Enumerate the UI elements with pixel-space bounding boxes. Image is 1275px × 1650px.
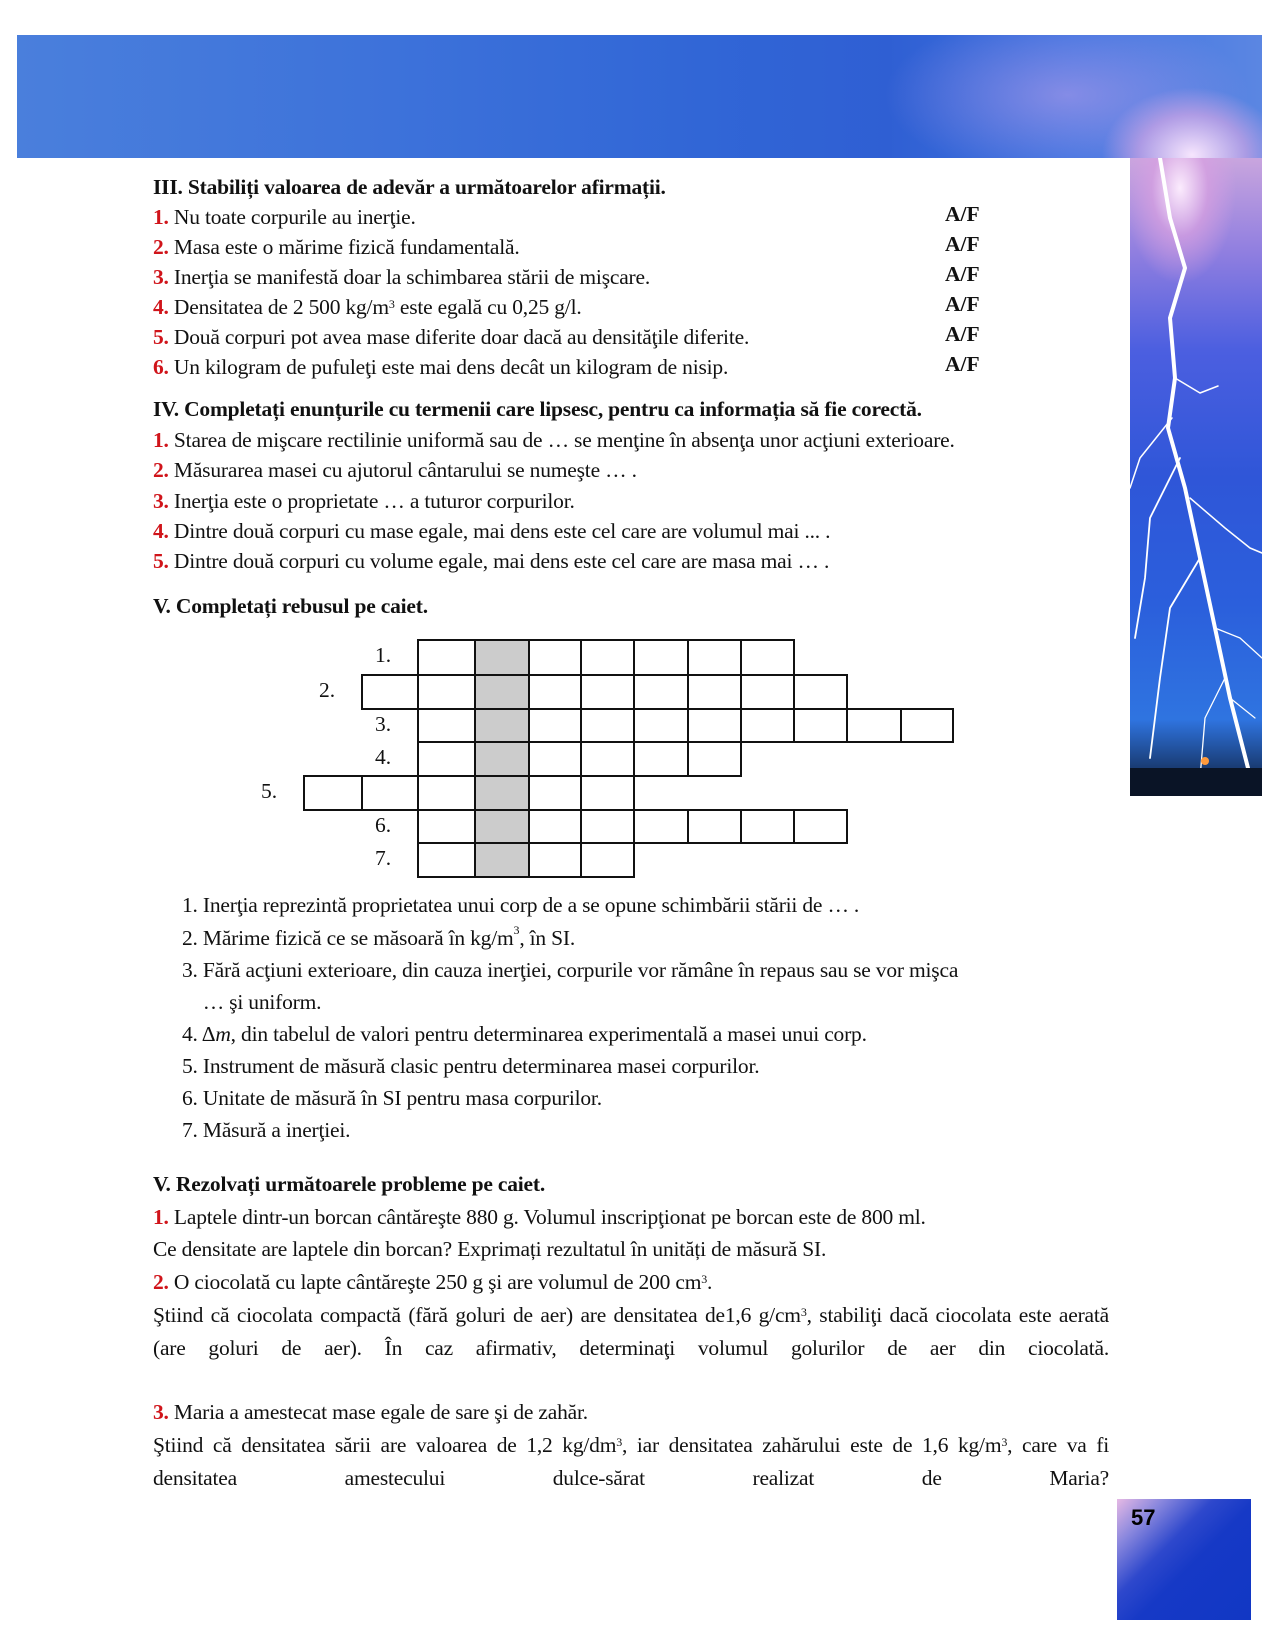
- crossword-key-cell[interactable]: [474, 708, 530, 743]
- problem-text: Maria a amestecat mase egale de sare şi de zahăr.: [173, 1400, 588, 1424]
- clue-item: 6. Unitate de măsură în SI pentru masa corpurilor.: [182, 1086, 602, 1110]
- page-number-box: [1117, 1499, 1251, 1620]
- clue-text-italic: m: [215, 1022, 231, 1046]
- list-item: [153, 202, 416, 232]
- item-text: Masa este o mărime fizică fundamentală.: [173, 235, 520, 259]
- item-number: 1.: [153, 428, 169, 452]
- list-item: [153, 455, 637, 485]
- clue-text: , din tabelul de valori pentru determinarea experimentală a masei unui corp.: [230, 1022, 867, 1046]
- problem-text: Laptele dintr-un borcan cântăreşte 880 g. Volumul inscripţionat pe borcan este de 800 ml.: [173, 1205, 926, 1229]
- list-item: [153, 322, 749, 352]
- crossword-row-label: 7.: [375, 846, 392, 870]
- true-false-label: A/F: [945, 202, 980, 226]
- crossword-cell[interactable]: [740, 674, 795, 710]
- item-text: Inerţia este o proprietate … a tuturor corpurilor.: [173, 489, 575, 513]
- item-text: Nu toate corpurile au inerţie.: [173, 205, 416, 229]
- crossword-key-cell[interactable]: [474, 741, 530, 777]
- crossword-cell[interactable]: [528, 741, 582, 777]
- crossword-row-label: 4.: [375, 745, 392, 769]
- true-false-label: A/F: [945, 322, 980, 346]
- item-number: 6.: [153, 355, 169, 379]
- crossword-cell[interactable]: [580, 674, 635, 710]
- superscript: 3: [616, 1435, 623, 1449]
- superscript: 3: [513, 923, 520, 937]
- clue-item-continuation: … şi uniform.: [182, 990, 322, 1014]
- item-number: 2.: [153, 1270, 169, 1294]
- crossword-row-label: 5.: [261, 779, 278, 803]
- section-5-title: V. Completați rebusul pe caiet.: [153, 594, 428, 618]
- crossword-key-cell[interactable]: [474, 842, 530, 878]
- crossword-cell[interactable]: [687, 639, 742, 676]
- crossword-cell[interactable]: [633, 741, 689, 777]
- item-number: 5.: [153, 325, 169, 349]
- clue-item: 7. Măsură a inerţiei.: [182, 1118, 351, 1142]
- item-text: Dintre două corpuri cu volume egale, mai dens este cel care are masa mai … .: [173, 549, 830, 573]
- true-false-label: A/F: [945, 292, 980, 316]
- problem-text-line: Ce densitate are laptele din borcan? Exprimați rezultatul în unități de măsură SI.: [153, 1237, 827, 1261]
- list-item: [153, 546, 829, 576]
- crossword-cell[interactable]: [580, 809, 635, 844]
- item-number: 2.: [153, 235, 169, 259]
- crossword-cell[interactable]: [580, 842, 635, 878]
- page-number: 57: [1131, 1505, 1156, 1530]
- crossword-row-label: 6.: [375, 813, 392, 837]
- crossword-key-cell[interactable]: [474, 674, 530, 710]
- clue-item: 3. Fără acţiuni exterioare, din cauza inerţiei, corpurile vor rămâne în repaus sau se vor mişca: [182, 958, 959, 982]
- crossword-cell[interactable]: [528, 639, 582, 676]
- crossword-cell[interactable]: [687, 809, 742, 844]
- crossword-cell[interactable]: [846, 708, 902, 743]
- problem-text: .: [707, 1270, 713, 1294]
- problem-text: Ştiind că densitatea sării are valoarea de 1,2 kg/dm: [153, 1433, 617, 1457]
- item-number: 3.: [153, 1400, 169, 1424]
- item-text: Densitatea de 2 500 kg/m: [173, 295, 389, 319]
- crossword-row-label: 2.: [319, 678, 336, 702]
- crossword-cell[interactable]: [361, 775, 419, 811]
- crossword-cell[interactable]: [687, 741, 742, 777]
- crossword-cell[interactable]: [417, 708, 476, 743]
- superscript: 3: [388, 297, 395, 311]
- superscript: 3: [701, 1272, 708, 1286]
- crossword-cell[interactable]: [900, 708, 954, 743]
- problem-item: [153, 1397, 588, 1427]
- item-text: Un kilogram de pufuleţi este mai dens decât un kilogram de nisip.: [173, 355, 729, 379]
- crossword-cell[interactable]: [633, 708, 689, 743]
- crossword-key-cell[interactable]: [474, 809, 530, 844]
- crossword-cell[interactable]: [528, 674, 582, 710]
- problem-item: [153, 1267, 712, 1297]
- clue-item: 5. Instrument de măsură clasic pentru determinarea masei corpurilor.: [182, 1054, 760, 1078]
- crossword-cell[interactable]: [580, 775, 635, 811]
- header-banner: [17, 35, 1262, 158]
- crossword-row-label: 3.: [375, 712, 392, 736]
- list-item: [153, 516, 830, 546]
- crossword-key-cell[interactable]: [474, 639, 530, 676]
- crossword-cell[interactable]: [528, 775, 582, 811]
- superscript: 3: [800, 1305, 807, 1319]
- crossword-cell[interactable]: [740, 639, 795, 676]
- item-text: Inerţia se manifestă doar la schimbarea stării de mişcare.: [173, 265, 651, 289]
- crossword-cell[interactable]: [417, 639, 476, 676]
- item-text: Măsurarea masei cu ajutorul cântarului se numeşte … .: [173, 458, 637, 482]
- crossword-cell[interactable]: [793, 708, 848, 743]
- clue-item: [182, 1022, 867, 1047]
- item-text: Dintre două corpuri cu mase egale, mai dens este cel care are volumul mai ... .: [173, 519, 831, 543]
- lightning-bolt-icon: [1130, 158, 1262, 796]
- crossword-cell[interactable]: [687, 674, 742, 710]
- item-number: 1.: [153, 1205, 169, 1229]
- section-4-title: IV. Completați enunțurile cu termenii care lipsesc, pentru ca informația să fie corectă.: [153, 397, 922, 421]
- clue-text: 4. Δ: [182, 1022, 216, 1046]
- crossword-cell[interactable]: [580, 741, 635, 777]
- problem-paragraph: [153, 1429, 1109, 1494]
- problem-text: , care va fi densitatea amestecului dulce-sărat realizat de Maria?: [153, 1433, 1109, 1490]
- true-false-label: A/F: [945, 262, 980, 286]
- problem-text: , iar densitatea zahărului este de 1,6 kg/m: [622, 1433, 1002, 1457]
- clue-text: 2. Mărime fizică ce se măsoară în kg/m: [182, 926, 514, 950]
- crossword-cell[interactable]: [528, 842, 582, 878]
- crossword-cell[interactable]: [740, 708, 795, 743]
- crossword-cell[interactable]: [303, 775, 363, 811]
- lightning-image: [1130, 158, 1262, 796]
- true-false-label: A/F: [945, 232, 980, 256]
- crossword-cell[interactable]: [417, 775, 476, 811]
- item-number: 4.: [153, 295, 169, 319]
- list-item: [153, 262, 650, 292]
- item-text: este egală cu 0,25 g/l.: [394, 295, 582, 319]
- clue-item: [182, 923, 576, 951]
- crossword-cell[interactable]: [580, 708, 635, 743]
- problem-text: , stabiliţi dacă ciocolata este aerată (are goluri de aer). În caz afirmativ, determinaţi volumul golurilor de aer din ciocolată.: [153, 1303, 1109, 1360]
- list-item: [153, 486, 575, 516]
- item-number: 3.: [153, 265, 169, 289]
- crossword-cell[interactable]: [528, 809, 582, 844]
- crossword-cell[interactable]: [633, 639, 689, 676]
- section-6-title: V. Rezolvați următoarele probleme pe caiet.: [153, 1172, 546, 1196]
- list-item: [153, 352, 728, 382]
- item-number: 3.: [153, 489, 169, 513]
- superscript: 3: [1001, 1435, 1008, 1449]
- item-text: Două corpuri pot avea mase diferite doar dacă au densităţile diferite.: [173, 325, 750, 349]
- problem-text: O ciocolată cu lapte cântăreşte 250 g şi are volumul de 200 cm: [173, 1270, 702, 1294]
- list-item: [153, 232, 520, 262]
- item-number: 5.: [153, 549, 169, 573]
- clue-item: 1. Inerţia reprezintă proprietatea unui corp de a se opune schimbării stării de … .: [182, 893, 860, 917]
- problem-text: Ştiind că ciocolata compactă (fără goluri de aer) are densitatea de1,6 g/cm: [153, 1303, 801, 1327]
- crossword-key-cell[interactable]: [474, 775, 530, 811]
- crossword-cell[interactable]: [417, 809, 476, 844]
- crossword-cell[interactable]: [687, 708, 742, 743]
- problem-item: [153, 1202, 926, 1232]
- crossword-cell[interactable]: [528, 708, 582, 743]
- true-false-label: A/F: [945, 352, 980, 376]
- crossword-cell[interactable]: [361, 674, 419, 710]
- crossword-cell[interactable]: [633, 809, 689, 844]
- item-number: 2.: [153, 458, 169, 482]
- crossword-cell[interactable]: [580, 639, 635, 676]
- problem-paragraph: [153, 1299, 1109, 1364]
- crossword-cell[interactable]: [417, 842, 476, 878]
- section-3-title: III. Stabiliți valoarea de adevăr a următoarelor afirmații.: [153, 175, 666, 199]
- crossword-cell[interactable]: [793, 674, 848, 710]
- crossword-row-label: 1.: [375, 643, 392, 667]
- item-text: Starea de mişcare rectilinie uniformă sau de … se menţine în absenţa unor acţiuni exterioare.: [168, 428, 955, 452]
- crossword-cell[interactable]: [417, 741, 476, 777]
- crossword-cell[interactable]: [633, 674, 689, 710]
- list-item: [153, 292, 582, 322]
- crossword-cell[interactable]: [417, 674, 476, 710]
- item-number: 4.: [153, 519, 169, 543]
- list-item: [153, 425, 955, 455]
- crossword-cell[interactable]: [740, 809, 795, 844]
- item-number: 1.: [153, 205, 169, 229]
- clue-text: , în SI.: [519, 926, 576, 950]
- crossword-cell[interactable]: [793, 809, 848, 844]
